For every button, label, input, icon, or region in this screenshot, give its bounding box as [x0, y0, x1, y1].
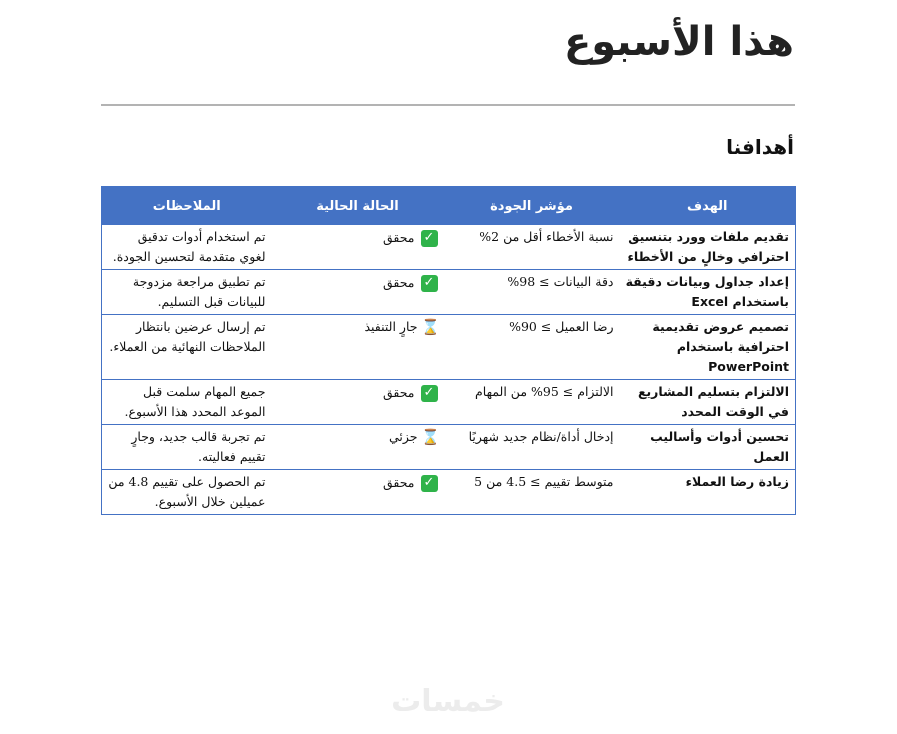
check-icon: ✓: [421, 230, 438, 247]
notes-cell: جميع المهام سلمت قبل الموعد المحدد هذا الأسبوع.: [102, 380, 272, 425]
status-cell: [272, 315, 444, 380]
metric-cell: إدخال أداة/نظام جديد شهريًا: [444, 425, 620, 470]
header-goal: الهدف: [620, 187, 796, 226]
status-label: محقق: [382, 275, 415, 290]
hourglass-icon: ⌛: [421, 428, 440, 446]
goal-cell: تحسين أدوات وأساليب العمل: [620, 425, 796, 470]
table-row: [102, 425, 796, 470]
metric-cell: متوسط تقييم ≥ 4.5 من 5: [474, 474, 614, 489]
header-notes: الملاحظات: [102, 187, 272, 226]
notes-cell: تم تطبيق مراجعة مزدوجة للبيانات قبل التسليم.: [102, 270, 272, 315]
goal-cell: تصميم عروض تقديمية احترافية باستخدام PowerPoint: [620, 315, 796, 380]
status-cell: [272, 425, 444, 470]
status-label: محقق: [382, 230, 415, 245]
notes-cell: تم الحصول على تقييم 4.8 من عميلين خلال الأسبوع.: [108, 474, 266, 509]
header-status: الحالة الحالية: [272, 187, 444, 226]
metric-cell: الالتزام ≥ 95% من المهام: [444, 380, 620, 425]
check-icon: ✓: [421, 275, 438, 292]
title-divider: [101, 104, 795, 106]
goal-cell: تقديم ملفات وورد بتنسيق احترافي وخالٍ من الأخطاء: [620, 225, 796, 270]
table-header-row: [102, 187, 796, 226]
goal-cell: الالتزام بتسليم المشاريع في الوقت المحدد: [620, 380, 796, 425]
table-row: [102, 270, 796, 315]
table-row: [102, 380, 796, 425]
status-label: محقق: [382, 385, 415, 400]
metric-cell: نسبة الأخطاء أقل من 2%: [444, 225, 620, 270]
status-label: محقق: [382, 475, 415, 490]
status-label: جارٍ التنفيذ: [364, 319, 418, 334]
status-cell: [272, 470, 444, 515]
notes-cell: تم إرسال عرضين بانتظار الملاحظات النهائية من العملاء.: [102, 315, 272, 380]
status-cell: [272, 270, 444, 315]
hourglass-icon: ⌛: [421, 318, 440, 336]
goals-table: [101, 186, 796, 515]
check-icon: ✓: [421, 475, 438, 492]
section-heading: أهدافنا: [726, 135, 794, 159]
status-cell: [272, 225, 444, 270]
table-row: [102, 470, 796, 515]
page-title: هذا الأسبوع: [563, 19, 794, 65]
metric-cell: دقة البيانات ≥ 98%: [444, 270, 620, 315]
status-label: جزئي: [388, 429, 418, 444]
table-row: [102, 225, 796, 270]
check-icon: ✓: [421, 385, 438, 402]
header-metric: مؤشر الجودة: [444, 187, 620, 226]
watermark-logo: خمسات: [391, 684, 505, 719]
notes-cell: تم استخدام أدوات تدقيق لغوي متقدمة لتحسين الجودة.: [102, 225, 272, 270]
status-cell: [272, 380, 444, 425]
notes-cell: تم تجربة قالب جديد، وجارٍ تقييم فعاليته.: [102, 425, 272, 470]
metric-cell: رضا العميل ≥ 90%: [444, 315, 620, 380]
table-row: [102, 315, 796, 380]
goal-cell: إعداد جداول وبيانات دقيقة باستخدام Excel: [620, 270, 796, 315]
goal-cell: زيادة رضا العملاء: [685, 474, 789, 489]
